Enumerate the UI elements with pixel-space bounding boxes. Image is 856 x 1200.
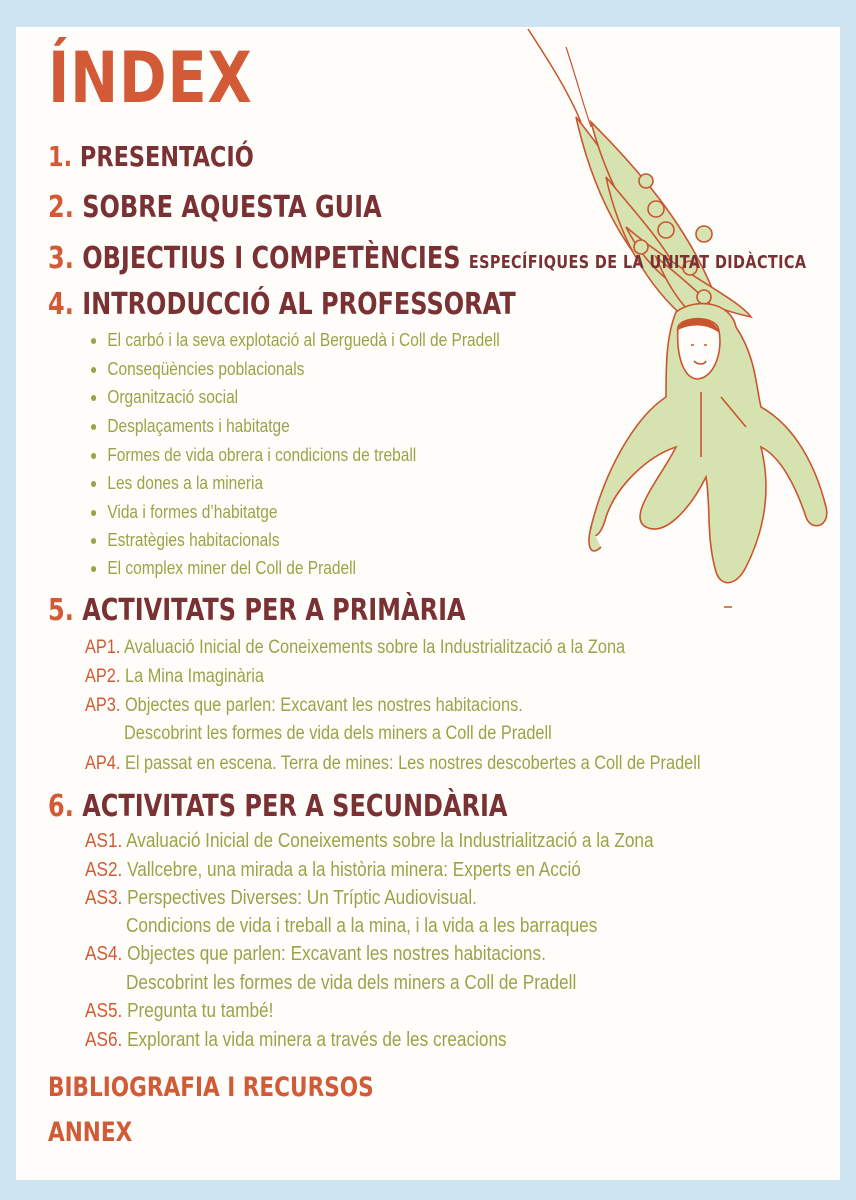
annex-heading[interactable]: ANNEX — [48, 1117, 133, 1148]
bullet-icon — [91, 481, 96, 487]
toc-item-label: Vida i formes d’habitatge — [107, 502, 278, 522]
bullet-icon — [91, 424, 96, 430]
toc-item[interactable] — [91, 417, 290, 435]
activity-item[interactable] — [85, 667, 264, 686]
miner-figure-icon — [589, 304, 827, 583]
activity-title: Avaluació Inicial de Coneixements sobre la Industrialització a la Zona — [124, 637, 626, 658]
toc-item-label: Estratègies habitacionals — [107, 530, 280, 550]
activity-title: Objectes que parlen: Excavant les nostres habitacions. — [124, 695, 523, 716]
toc-item-label: Organització social — [107, 387, 239, 407]
activity-item[interactable] — [85, 638, 625, 657]
toc-item[interactable] — [91, 446, 416, 464]
section-label: ACTIVITATS PER A SECUNDÀRIA — [82, 789, 508, 824]
activity-item[interactable] — [85, 831, 654, 851]
toc-item[interactable] — [91, 559, 356, 577]
activity-item[interactable] — [85, 1030, 507, 1050]
activity-code: AP4. — [85, 753, 121, 774]
toc-item[interactable] — [91, 474, 263, 492]
activity-subtitle: Condicions de vida i treball a la mina, i la vida a les barraques — [126, 915, 598, 937]
activity-code: AP2. — [85, 666, 121, 687]
activity-title: La Mina Imaginària — [124, 666, 264, 687]
bullet-icon — [91, 453, 96, 459]
toc-item-label: Formes de vida obrera i condicions de treball — [107, 445, 417, 465]
activity-title: Perspectives Diverses: Un Tríptic Audiovisual. — [127, 887, 477, 909]
section-label: INTRODUCCIÓ AL PROFESSORAT — [82, 287, 516, 322]
toc-item[interactable] — [91, 331, 500, 349]
activity-subtitle: Descobrint les formes de vida dels miners a Coll de Pradell — [124, 723, 552, 744]
toc-item-label: Conseqüències poblacionals — [107, 359, 305, 379]
activity-title: Explorant la vida minera a través de les creacions — [127, 1029, 507, 1051]
toc-item-label: Desplaçaments i habitatge — [107, 416, 290, 436]
activity-title: Avaluació Inicial de Coneixements sobre la Industrialització a la Zona — [126, 830, 654, 852]
section-5-heading[interactable] — [48, 593, 466, 628]
activity-code: AS6. — [85, 1029, 123, 1051]
bullet-icon — [91, 338, 96, 344]
bullet-icon — [91, 510, 96, 516]
activity-title: El passat en escena. Terra de mines: Les nostres descobertes a Coll de Pradell — [124, 753, 701, 774]
activity-item[interactable] — [85, 696, 523, 715]
activity-item[interactable] — [85, 888, 477, 908]
activity-title: Objectes que parlen: Excavant les nostres habitacions. — [127, 943, 546, 965]
activity-code: AS4. — [85, 943, 123, 965]
section-number: 3. — [48, 241, 74, 276]
section-number: 2. — [48, 190, 74, 225]
bullet-icon — [91, 395, 96, 401]
section-6-heading[interactable] — [48, 789, 508, 824]
section-number: 4. — [48, 287, 74, 322]
section-label: SOBRE AQUESTA GUIA — [82, 190, 382, 225]
activity-item[interactable] — [85, 754, 701, 773]
section-sublabel: ESPECÍFIQUES DE LA UNITAT DIDÀCTICA — [468, 252, 807, 273]
activity-title: Pregunta tu també! — [127, 1000, 274, 1022]
section-label: ACTIVITATS PER A PRIMÀRIA — [82, 593, 466, 628]
bibliography-heading[interactable]: BIBLIOGRAFIA I RECURSOS — [48, 1072, 374, 1103]
activity-code: AS3. — [85, 887, 123, 909]
toc-item-label: Les dones a la mineria — [107, 473, 264, 493]
toc-item[interactable] — [91, 531, 279, 549]
bullet-icon — [91, 566, 96, 572]
activity-title: Vallcebre, una mirada a la història minera: Experts en Acció — [127, 859, 581, 881]
toc-item[interactable] — [91, 360, 304, 378]
toc-item[interactable] — [91, 503, 277, 521]
toc-item-label: El carbó i la seva explotació al Berguedà i Coll de Pradell — [107, 330, 500, 350]
toc-item-label: El complex miner del Coll de Pradell — [107, 558, 356, 578]
activity-code: AP3. — [85, 695, 121, 716]
bullet-icon — [91, 538, 96, 544]
activity-item[interactable] — [85, 944, 546, 964]
bullet-icon — [91, 367, 96, 373]
section-number: 5. — [48, 593, 74, 628]
activity-code: AP1. — [85, 637, 121, 658]
activity-subtitle: Descobrint les formes de vida dels miners a Coll de Pradell — [126, 972, 577, 994]
activity-item[interactable] — [85, 1001, 273, 1021]
activity-code: AS5. — [85, 1000, 123, 1022]
activity-code: AS1. — [85, 830, 123, 852]
page-title: ÍNDEX — [48, 37, 253, 119]
section-4-heading[interactable] — [48, 287, 516, 322]
section-number: 1. — [48, 140, 73, 173]
section-number: 6. — [48, 789, 74, 824]
activity-item[interactable] — [85, 860, 581, 880]
section-label: PRESENTACIÓ — [79, 140, 254, 173]
section-3-heading[interactable] — [48, 241, 807, 276]
section-2-heading[interactable] — [48, 190, 382, 225]
index-page — [16, 27, 840, 1180]
section-1-heading[interactable] — [48, 140, 254, 173]
section-label: OBJECTIUS I COMPETÈNCIES — [82, 241, 461, 276]
activity-code: AS2. — [85, 859, 123, 881]
toc-item[interactable] — [91, 388, 238, 406]
miner-illustration — [506, 27, 836, 627]
